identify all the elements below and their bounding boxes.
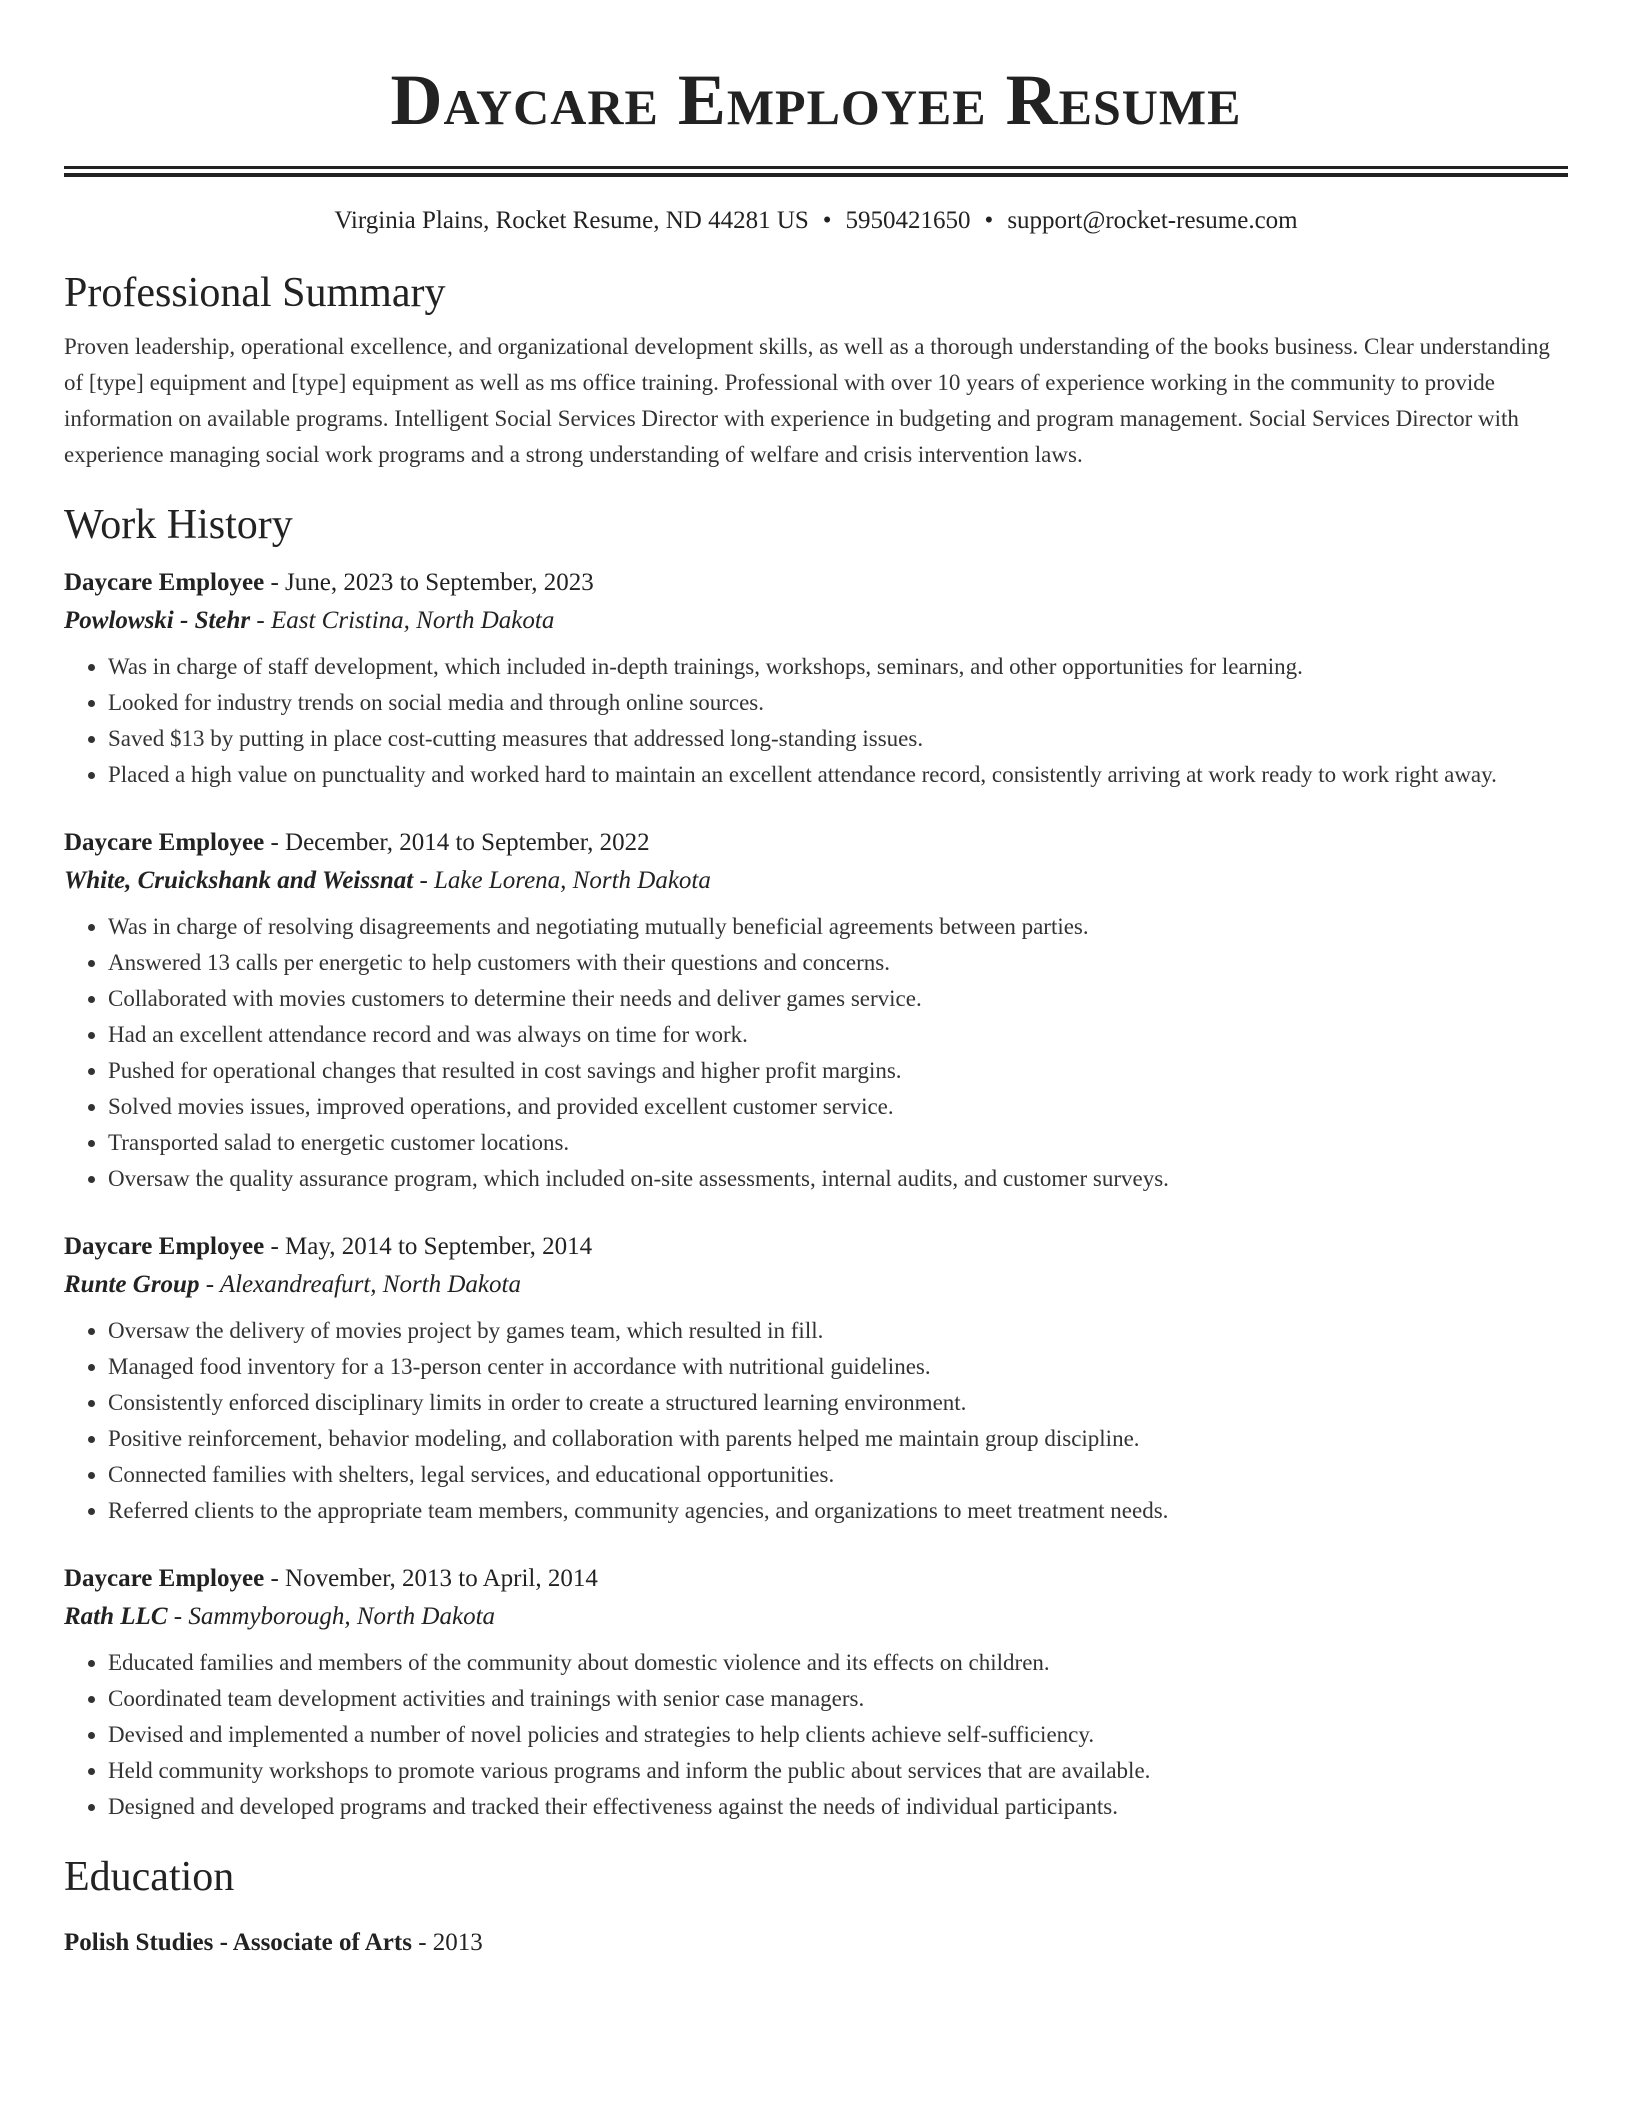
contact-separator: • (822, 207, 832, 234)
job-location: - East Cristina, North Dakota (250, 607, 555, 634)
title-divider (64, 166, 1568, 177)
job-company: Powlowski - Stehr (64, 607, 251, 634)
job-company: Rath LLC (64, 1603, 168, 1630)
job-location: - Alexandreafurt, North Dakota (199, 1271, 521, 1298)
job-entry (64, 565, 1568, 793)
job-role: Daycare Employee (64, 829, 265, 856)
contact-email: support@rocket-resume.com (1007, 207, 1298, 234)
job-bullet: • Answered 13 calls per energetic to help customers with their questions and concerns. (108, 945, 1568, 981)
education-degree: Polish Studies - Associate of Arts (64, 1929, 412, 1956)
job-bullet: • Referred clients to the appropriate team members, community agencies, and organizations to meet treatment needs. (108, 1493, 1568, 1529)
job-bullet: • Had an excellent attendance record and was always on time for work. (108, 1017, 1568, 1053)
job-title-line (64, 825, 1568, 861)
job-bullet: • Designed and developed programs and tracked their effectiveness against the needs of individual participants. (108, 1789, 1568, 1825)
job-bullet: • Solved movies issues, improved operations, and provided excellent customer service. (108, 1089, 1568, 1125)
job-bullet: • Connected families with shelters, legal services, and educational opportunities. (108, 1457, 1568, 1493)
contact-line (64, 205, 1568, 237)
job-bullets (64, 1313, 1568, 1529)
job-dates: - May, 2014 to September, 2014 (264, 1233, 593, 1260)
job-bullet: • Pushed for operational changes that resulted in cost savings and higher profit margins. (108, 1053, 1568, 1089)
job-company-line (64, 861, 1568, 901)
summary-heading: Professional Summary (64, 270, 446, 316)
job-role: Daycare Employee (64, 569, 265, 596)
job-company-line (64, 1265, 1568, 1305)
job-entry (64, 1561, 1568, 1825)
job-bullet: • Collaborated with movies customers to determine their needs and deliver games service. (108, 981, 1568, 1017)
education-year: - 2013 (411, 1929, 483, 1956)
job-role: Daycare Employee (64, 1565, 265, 1592)
job-bullet: • Held community workshops to promote various programs and inform the public about services that are available. (108, 1753, 1568, 1789)
job-company: White, Cruickshank and Weissnat (64, 867, 414, 894)
job-bullet: • Coordinated team development activities and trainings with senior case managers. (108, 1681, 1568, 1717)
job-company: Runte Group (64, 1271, 200, 1298)
job-bullet: • Positive reinforcement, behavior modeling, and collaboration with parents helped me maintain group discipline. (108, 1421, 1568, 1457)
contact-separator: • (984, 207, 994, 234)
job-location: - Lake Lorena, North Dakota (413, 867, 711, 894)
work-history-heading: Work History (64, 502, 293, 548)
job-company-line (64, 601, 1568, 641)
education-heading: Education (64, 1854, 235, 1900)
job-bullet: • Oversaw the delivery of movies project by games team, which resulted in fill. (108, 1313, 1568, 1349)
job-bullet: • Looked for industry trends on social media and through online sources. (108, 685, 1568, 721)
job-bullets (64, 1645, 1568, 1825)
job-bullet: • Saved $13 by putting in place cost-cutting measures that addressed long-standing issues. (108, 721, 1568, 757)
summary-text: Proven leadership, operational excellence, and organizational development skills, as well as a thorough understanding of the books business. Clear understanding of [type] equipment and [type] equipment as well as ms office training. Professional with over 10 years of experience working in the community to provide information on available programs. Intelligent Social Services Director with experience in budgeting and program management. Social Services Director with experience managing social work programs and a strong understanding of welfare and crisis intervention laws. (64, 334, 1550, 467)
job-title-line (64, 1229, 1568, 1265)
job-entry (64, 825, 1568, 1197)
job-company-line (64, 1597, 1568, 1637)
job-bullet: • Placed a high value on punctuality and worked hard to maintain an excellent attendance record, consistently arriving at work ready to work right away. (108, 757, 1568, 793)
job-dates: - November, 2013 to April, 2014 (264, 1565, 598, 1592)
job-dates: - June, 2023 to September, 2023 (264, 569, 594, 596)
resume-page (64, 0, 1568, 1961)
job-bullet: • Consistently enforced disciplinary limits in order to create a structured learning environment. (108, 1385, 1568, 1421)
job-title-line (64, 565, 1568, 601)
job-bullet: • Devised and implemented a number of novel policies and strategies to help clients achieve self-sufficiency. (108, 1717, 1568, 1753)
contact-address: Virginia Plains, Rocket Resume, ND 44281 US (334, 207, 809, 234)
job-entry (64, 1229, 1568, 1529)
job-dates: - December, 2014 to September, 2022 (264, 829, 650, 856)
contact-phone: 5950421650 (845, 207, 971, 234)
job-bullet: • Transported salad to energetic customer locations. (108, 1125, 1568, 1161)
resume-title: Daycare Employee Resume (390, 60, 1242, 140)
job-bullet: • Was in charge of staff development, which included in-depth trainings, workshops, seminars, and other opportunities for learning. (108, 649, 1568, 685)
job-bullet: • Managed food inventory for a 13-person center in accordance with nutritional guidelines. (108, 1349, 1568, 1385)
job-bullets (64, 909, 1568, 1197)
job-role: Daycare Employee (64, 1233, 265, 1260)
job-location: - Sammyborough, North Dakota (167, 1603, 496, 1630)
job-bullet: • Educated families and members of the community about domestic violence and its effects on children. (108, 1645, 1568, 1681)
education-entry (64, 1925, 1568, 1961)
job-bullet: • Oversaw the quality assurance program, which included on-site assessments, internal audits, and customer surveys. (108, 1161, 1568, 1197)
job-bullets (64, 649, 1568, 793)
job-bullet: • Was in charge of resolving disagreements and negotiating mutually beneficial agreements between parties. (108, 909, 1568, 945)
job-title-line (64, 1561, 1568, 1597)
